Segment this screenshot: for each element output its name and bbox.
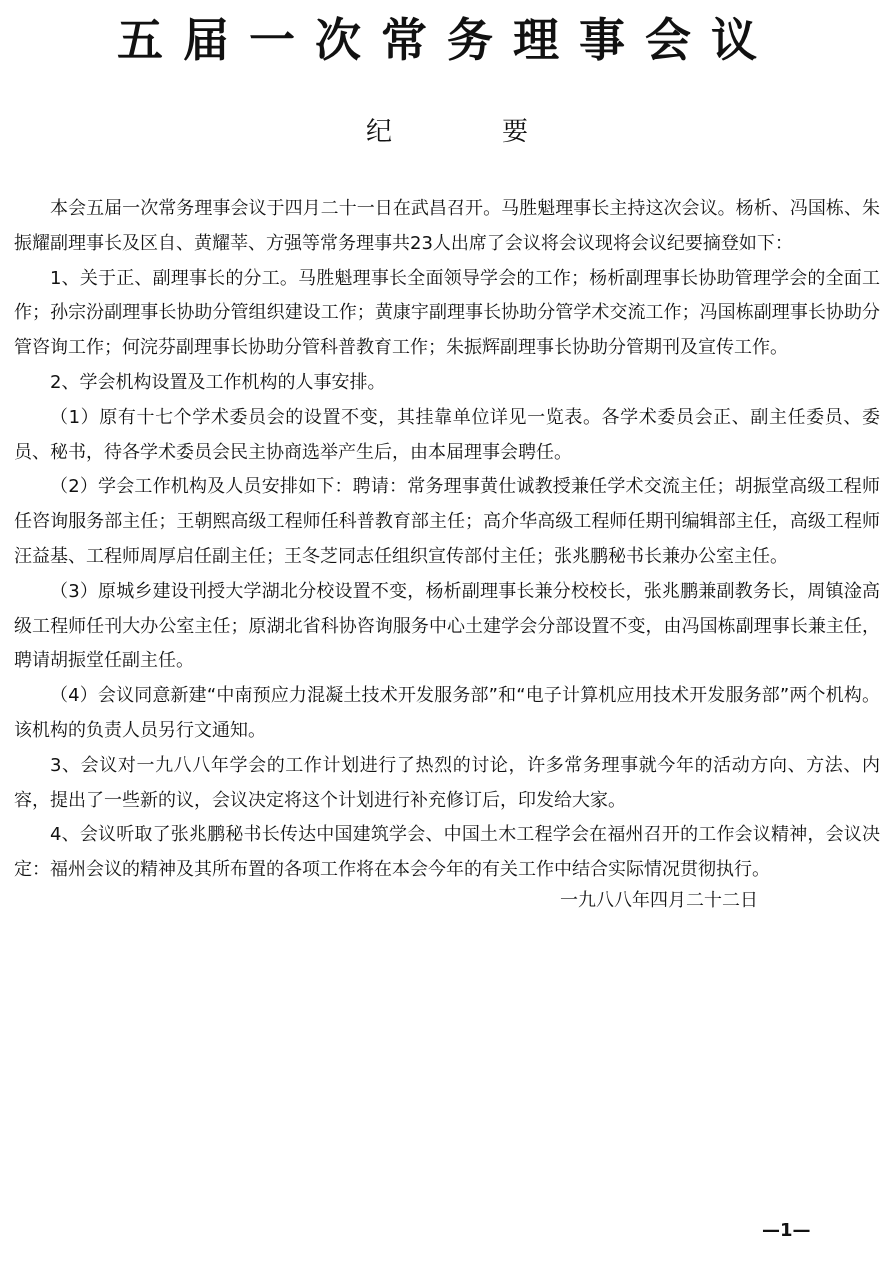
paragraph-item-3: 3、会议对一九八八年学会的工作计划进行了热烈的讨论，许多常务理事就今年的活动方向、方法、内容，提出了一些新的议，会议决定将这个计划进行补充修订后，印发给大家。: [14, 754, 880, 811]
document-body: [14, 192, 880, 888]
paragraph-item-2-2: （2）学会工作机构及人员安排如下：聘请：常务理事黄仕诚教授兼任学术交流主任；胡振堂高级工程师任咨询服务部主任；王朝熙高级工程师任科普教育部主任；高介华高级工程师任期刊编辑部主任，高级工程师汪益基、工程师周厚启任副主任；王冬芝同志任组织宣传部付主任；张兆鹏秘书长兼办公室主任。: [14, 476, 880, 567]
paragraph-intro: 本会五届一次常务理事会议于四月二十一日在武昌召开。马胜魁理事长主持这次会议。杨析、冯国栋、朱振耀副理事长及区自、黄耀莘、方强等常务理事共23人出席了会议将会议现将会议纪要摘登如下：: [14, 198, 880, 254]
page-number: —1—: [762, 1220, 811, 1241]
paragraph-item-2-3: （3）原城乡建设刊授大学湖北分校设置不变，杨析副理事长兼分校校长，张兆鹏兼副教务长，周镇淦高级工程师任刊大办公室主任；原湖北省科协咨询服务中心土建学会分部设置不变，由冯国栋副理事长兼主任，聘请胡振堂任副主任。: [14, 580, 880, 672]
paragraph-item-2: 2、学会机构设置及工作机构的人事安排。: [50, 371, 386, 393]
paragraph-item-4: 4、会议听取了张兆鹏秘书长传达中国建筑学会、中国土木工程学会在福州召开的工作会议精神，会议决定：福州会议的精神及其所布置的各项工作将在本会今年的有关工作中结合实际情况贯彻执行。: [14, 824, 880, 881]
paragraph-item-2-1: （1）原有十七个学术委员会的设置不变，其挂靠单位详见一览表。各学术委员会正、副主任委员、委员、秘书，待各学术委员会民主协商选举产生后，由本届理事会聘任。: [14, 406, 880, 463]
document-date: 一九八八年四月二十二日: [560, 890, 758, 911]
page-title: 五届一次常务理事会议: [117, 13, 777, 67]
paragraph-item-2-4: （4）会议同意新建“中南预应力混凝土技术开发服务部”和“电子计算机应用技术开发服务部”两个机构。该机构的负责人员另行文通知。: [14, 685, 880, 741]
paragraph-item-1: 1、关于正、副理事长的分工。马胜魁理事长全面领导学会的工作；杨析副理事长协助管理学会的全面工作；孙宗汾副理事长协助分管组织建设工作；黄康宇副理事长协助分管学术交流工作；冯国栋副理事长协助分管咨询工作；何浣芬副理事长协助分管科普教育工作；朱振辉副理事长协助分管期刊及宣传工作。: [14, 267, 880, 359]
page-subtitle: 纪要: [365, 117, 638, 147]
